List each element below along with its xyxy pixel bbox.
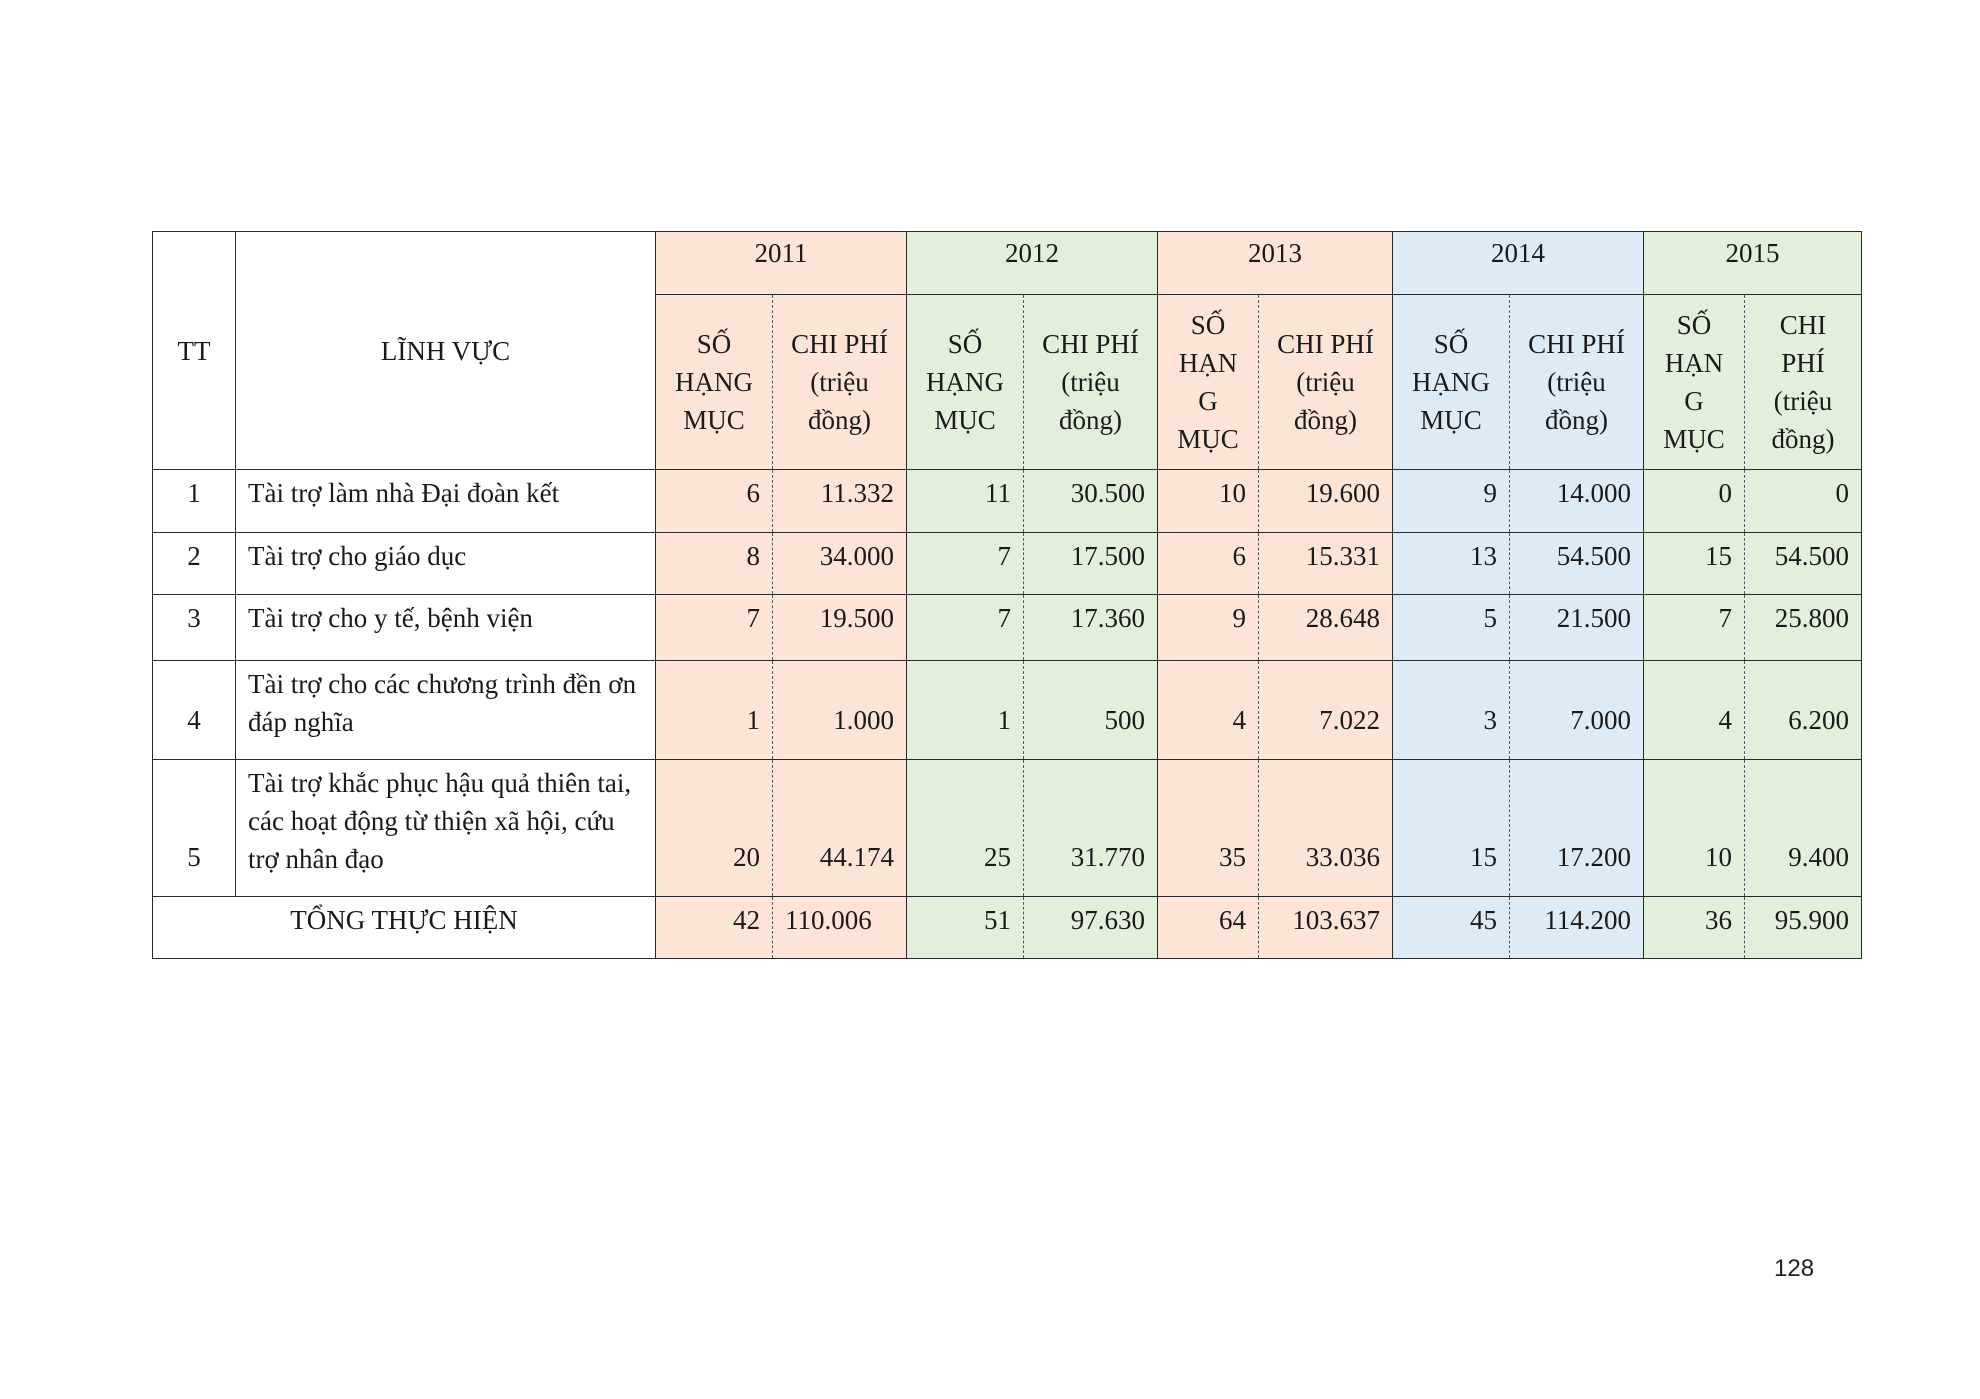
item-count: 7 (656, 595, 773, 661)
table-row (153, 470, 1862, 533)
item-cost: 9.400 (1745, 760, 1862, 897)
item-count: 11 (907, 470, 1024, 533)
total-cost: 103.637 (1259, 897, 1393, 959)
total-count: 51 (907, 897, 1024, 959)
total-count: 36 (1644, 897, 1745, 959)
field-name: Tài trợ khắc phục hậu quả thiên tai, các hoạt động từ thiện xã hội, cứu trợ nhân đạo (236, 760, 656, 897)
total-label: TỔNG THỰC HIỆN (153, 897, 656, 959)
cost-header: CHI PHÍ (triệu đồng) (1745, 295, 1862, 470)
item-count: 6 (1158, 533, 1259, 595)
item-cost: 17.500 (1024, 533, 1158, 595)
cost-header: CHI PHÍ (triệu đồng) (1510, 295, 1644, 470)
item-count: 6 (656, 470, 773, 533)
item-cost: 44.174 (773, 760, 907, 897)
field-name: Tài trợ cho các chương trình đền ơn đáp nghĩa (236, 661, 656, 760)
item-cost: 54.500 (1510, 533, 1644, 595)
year-header-2011: 2011 (656, 232, 907, 295)
item-count: 10 (1158, 470, 1259, 533)
item-count: 7 (907, 595, 1024, 661)
field-name: Tài trợ cho y tế, bệnh viện (236, 595, 656, 661)
item-cost: 19.600 (1259, 470, 1393, 533)
item-cost: 6.200 (1745, 661, 1862, 760)
total-cost: 110.006 (773, 897, 907, 959)
field-name: Tài trợ làm nhà Đại đoàn kết (236, 470, 656, 533)
item-count: 3 (1393, 661, 1510, 760)
year-header-2014: 2014 (1393, 232, 1644, 295)
item-cost: 0 (1745, 470, 1862, 533)
item-cost: 21.500 (1510, 595, 1644, 661)
item-cost: 54.500 (1745, 533, 1862, 595)
total-cost: 114.200 (1510, 897, 1644, 959)
item-count: 9 (1158, 595, 1259, 661)
table-row (153, 533, 1862, 595)
item-count: 15 (1644, 533, 1745, 595)
page-number: 128 (1774, 1255, 1815, 1282)
count-header: SỐ HẠNG MỤC (656, 295, 773, 470)
item-cost: 28.648 (1259, 595, 1393, 661)
item-cost: 17.360 (1024, 595, 1158, 661)
item-cost: 31.770 (1024, 760, 1158, 897)
item-count: 9 (1393, 470, 1510, 533)
row-number: 2 (153, 533, 236, 595)
table-row (153, 661, 1862, 760)
funding-table (152, 231, 1862, 959)
row-number: 3 (153, 595, 236, 661)
item-cost: 500 (1024, 661, 1158, 760)
cost-header: CHI PHÍ (triệu đồng) (1259, 295, 1393, 470)
item-count: 1 (656, 661, 773, 760)
item-count: 25 (907, 760, 1024, 897)
item-count: 4 (1158, 661, 1259, 760)
count-header: SỐ HẠNG MỤC (1393, 295, 1510, 470)
item-cost: 30.500 (1024, 470, 1158, 533)
item-cost: 34.000 (773, 533, 907, 595)
total-cost: 97.630 (1024, 897, 1158, 959)
item-cost: 7.022 (1259, 661, 1393, 760)
total-cost: 95.900 (1745, 897, 1862, 959)
item-count: 8 (656, 533, 773, 595)
total-row (153, 897, 1862, 959)
item-count: 35 (1158, 760, 1259, 897)
total-count: 45 (1393, 897, 1510, 959)
row-number: 4 (153, 661, 236, 760)
item-count: 15 (1393, 760, 1510, 897)
row-number: 5 (153, 760, 236, 897)
cost-header: CHI PHÍ (triệu đồng) (1024, 295, 1158, 470)
item-cost: 1.000 (773, 661, 907, 760)
item-cost: 14.000 (1510, 470, 1644, 533)
year-header-2013: 2013 (1158, 232, 1393, 295)
cost-header: CHI PHÍ (triệu đồng) (773, 295, 907, 470)
item-cost: 7.000 (1510, 661, 1644, 760)
count-header: SỐ HẠN G MỤC (1158, 295, 1259, 470)
row-number: 1 (153, 470, 236, 533)
item-count: 4 (1644, 661, 1745, 760)
table-row (153, 760, 1862, 897)
item-count: 7 (1644, 595, 1745, 661)
item-cost: 19.500 (773, 595, 907, 661)
year-header-row (153, 232, 1862, 295)
item-cost: 17.200 (1510, 760, 1644, 897)
item-count: 20 (656, 760, 773, 897)
item-count: 0 (1644, 470, 1745, 533)
item-cost: 11.332 (773, 470, 907, 533)
field-name: Tài trợ cho giáo dục (236, 533, 656, 595)
item-count: 5 (1393, 595, 1510, 661)
item-cost: 33.036 (1259, 760, 1393, 897)
item-cost: 25.800 (1745, 595, 1862, 661)
tt-header: TT (153, 232, 236, 470)
field-header: LĨNH VỰC (236, 232, 656, 470)
count-header: SỐ HẠN G MỤC (1644, 295, 1745, 470)
total-count: 42 (656, 897, 773, 959)
year-header-2012: 2012 (907, 232, 1158, 295)
item-cost: 15.331 (1259, 533, 1393, 595)
total-count: 64 (1158, 897, 1259, 959)
item-count: 10 (1644, 760, 1745, 897)
item-count: 1 (907, 661, 1024, 760)
item-count: 7 (907, 533, 1024, 595)
table-row (153, 595, 1862, 661)
year-header-2015: 2015 (1644, 232, 1862, 295)
item-count: 13 (1393, 533, 1510, 595)
count-header: SỐ HẠNG MỤC (907, 295, 1024, 470)
